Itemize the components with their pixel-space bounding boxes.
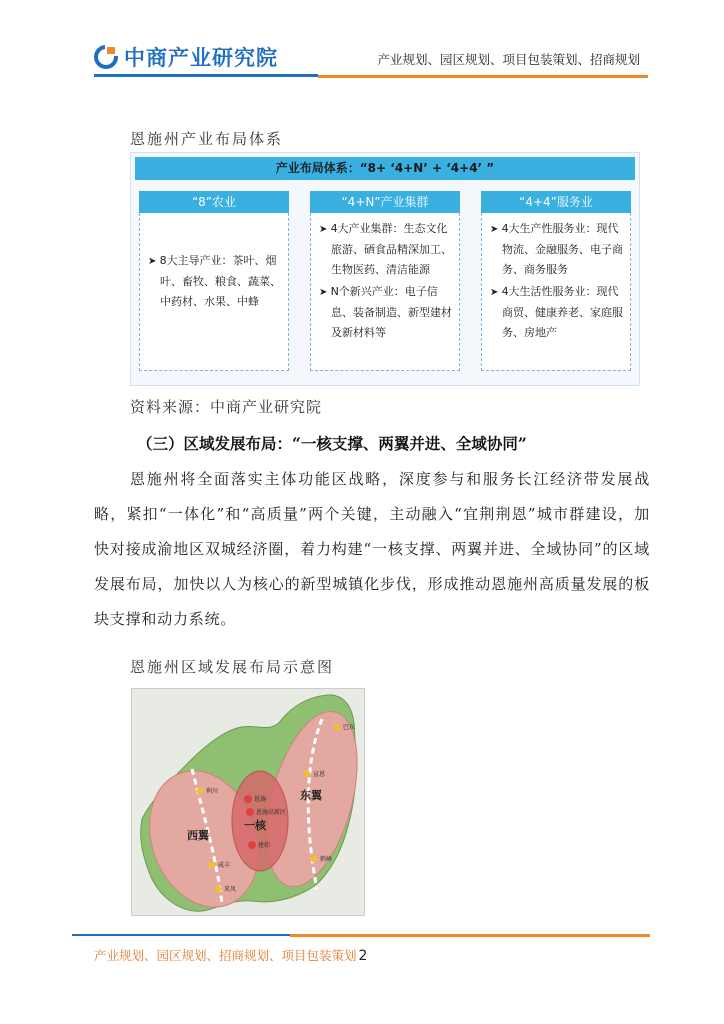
city-label: 鹤峰 [320, 856, 333, 863]
city-label: 恩施高新区 [256, 809, 287, 816]
column-title: “4+4”服务业 [481, 191, 631, 213]
column-item: ➤ N个新兴产业：电子信息、装备制造、新型建材及新材料等 [319, 282, 453, 343]
figure-source: 资料来源：中商产业研究院 [130, 398, 323, 416]
city-label: 利川 [206, 788, 219, 795]
city-label: 宣恩 [313, 771, 326, 778]
logo-icon [94, 45, 118, 69]
industry-framework-diagram [130, 152, 640, 386]
figure-caption-map: 恩施州区域发展布局示意图 [130, 658, 335, 676]
city-label: 建始 [258, 842, 271, 849]
figure-caption-industry: 恩施州产业布局体系 [130, 130, 284, 148]
framework-column-industry-cluster [310, 191, 460, 381]
footer [94, 946, 367, 964]
page-number: 2 [358, 948, 368, 964]
core-label: 一核 [244, 819, 266, 832]
west-wing-label: 西翼 [187, 829, 209, 842]
city-label: 咸丰 [218, 862, 231, 869]
body-paragraph: 恩施州将全面落实主体功能区战略，深度参与和服务长江经济带发展战略，紧扣“一体化”和“高质量”两个关键，主动融入“宜荆荆恩”城市群建设，加快对接成渝地区双城经济圈，着力构建“一核支撑、两翼并进、全域协同”的区域发展布局，加快以人为核心的新型城镇化步伐，形成推动恩施州高质量发展的板块支撑和动力系统。 [94, 470, 650, 628]
header-services: 产业规划、园区规划、项目包装策划、招商规划 [377, 52, 640, 67]
column-item: ➤ 4大产业集群：生态文化旅游、硒食品精深加工、生物医药、清洁能源 [319, 219, 453, 280]
footer-rule-blue [72, 934, 290, 936]
column-title: “4+N”产业集群 [310, 191, 460, 213]
header-rule-orange [318, 75, 648, 78]
logo-text: 中商产业研究院 [124, 46, 278, 70]
column-title: “8”农业 [139, 191, 289, 213]
header-rule-blue [94, 74, 318, 77]
column-item: ➤ 4大生活性服务业：现代商贸、健康养老、家庭服务、房地产 [490, 282, 624, 343]
city-label: 恩施 [254, 796, 267, 803]
column-item: ➤ 8大主导产业：茶叶、烟叶、畜牧、粮食、蔬菜、中药材、水果、中蜂 [148, 251, 282, 312]
footer-services: 产业规划、园区规划、招商规划、项目包装策划 [94, 948, 357, 963]
east-wing-label: 东翼 [300, 789, 322, 802]
framework-column-agriculture [139, 191, 289, 381]
column-item: ➤ 4大生产性服务业：现代物流、金融服务、电子商务、商务服务 [490, 219, 624, 280]
regional-layout-map [131, 688, 365, 916]
footer-rule-orange [290, 934, 650, 937]
section-heading: （三）区域发展布局：“一核支撑、两翼并进、全域协同” [137, 434, 527, 453]
logo [94, 42, 278, 72]
city-label: 来凤 [224, 886, 237, 893]
framework-banner: 产业布局体系：“8+ ‘4+N’ + ‘4+4’ ” [135, 157, 635, 180]
city-label: 巴东 [343, 724, 356, 731]
framework-column-services [481, 191, 631, 381]
